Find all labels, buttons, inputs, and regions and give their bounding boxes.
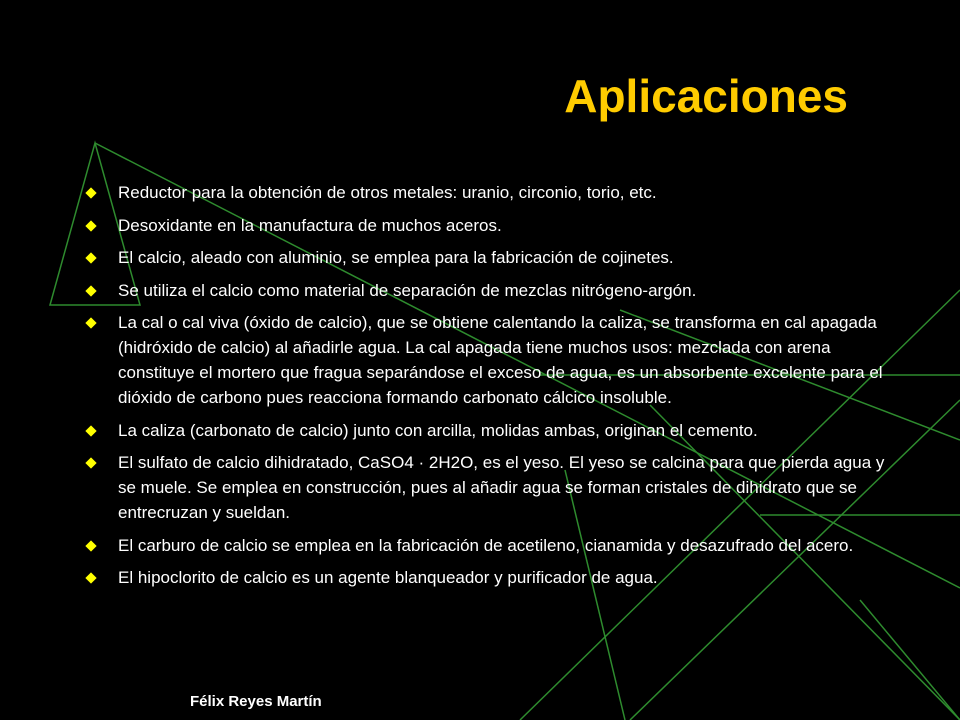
bullet-item bbox=[80, 245, 900, 270]
bullet-diamond-icon bbox=[85, 285, 96, 296]
bullet-item bbox=[80, 310, 900, 410]
bullet-diamond-icon bbox=[85, 572, 96, 583]
bullet-text: Se utiliza el calcio como material de separación de mezclas nitrógeno-argón. bbox=[118, 280, 697, 300]
bullet-list bbox=[80, 180, 900, 598]
bullet-text: El calcio, aleado con aluminio, se emplea para la fabricación de cojinetes. bbox=[118, 248, 674, 267]
bullet-text: Reductor para la obtención de otros metales: uranio, circonio, torio, etc. bbox=[118, 183, 657, 202]
bullet-text: La caliza (carbonato de calcio) junto con arcilla, molidas ambas, originan el cemento. bbox=[118, 420, 758, 440]
bullet-item bbox=[80, 418, 900, 443]
decor-line-9 bbox=[860, 600, 960, 720]
bullet-diamond-icon bbox=[85, 317, 96, 328]
bullet-item bbox=[80, 180, 900, 205]
bullet-text: El carburo de calcio se emplea en la fabricación de acetileno, cianamida y desazufrado del acero. bbox=[118, 535, 854, 555]
bullet-text: La cal o cal viva (óxido de calcio), que se obtiene calentando la caliza, se transforma en cal apagada (hidróxido de calcio) al añadirle agua. La cal apagada tiene muchos usos: mezclada con arena constituye el mortero que fragua separándose el exceso de agua, es un absorbente excelente para el dióxido de carbono pues reacciona formando carbonato cálcico insoluble. bbox=[118, 313, 883, 407]
bullet-diamond-icon bbox=[85, 220, 96, 231]
bullet-text: El hipoclorito de calcio es un agente blanqueador y purificador de agua. bbox=[118, 568, 658, 587]
bullet-diamond-icon bbox=[85, 425, 96, 436]
bullet-diamond-icon bbox=[85, 187, 96, 198]
bullet-diamond-icon bbox=[85, 457, 96, 468]
slide-title: Aplicaciones bbox=[564, 70, 848, 122]
bullet-text: El sulfato de calcio dihidratado, CaSO4 · 2H2O, es el yeso. El yeso se calcina para que pierda agua y se muele. Se emplea en construcción, pues al añadir agua se forman cristales de dihidrato que se entrecruzan y sueldan. bbox=[118, 453, 885, 522]
bullet-item bbox=[80, 278, 900, 303]
bullet-text: Desoxidante en la manufactura de muchos aceros. bbox=[118, 215, 502, 235]
bullet-item bbox=[80, 450, 900, 525]
bullet-diamond-icon bbox=[85, 252, 96, 263]
bullet-item bbox=[80, 213, 900, 238]
bullet-item bbox=[80, 565, 900, 590]
bullet-diamond-icon bbox=[85, 540, 96, 551]
footer-author: Félix Reyes Martín bbox=[190, 693, 322, 710]
bullet-item bbox=[80, 533, 900, 558]
